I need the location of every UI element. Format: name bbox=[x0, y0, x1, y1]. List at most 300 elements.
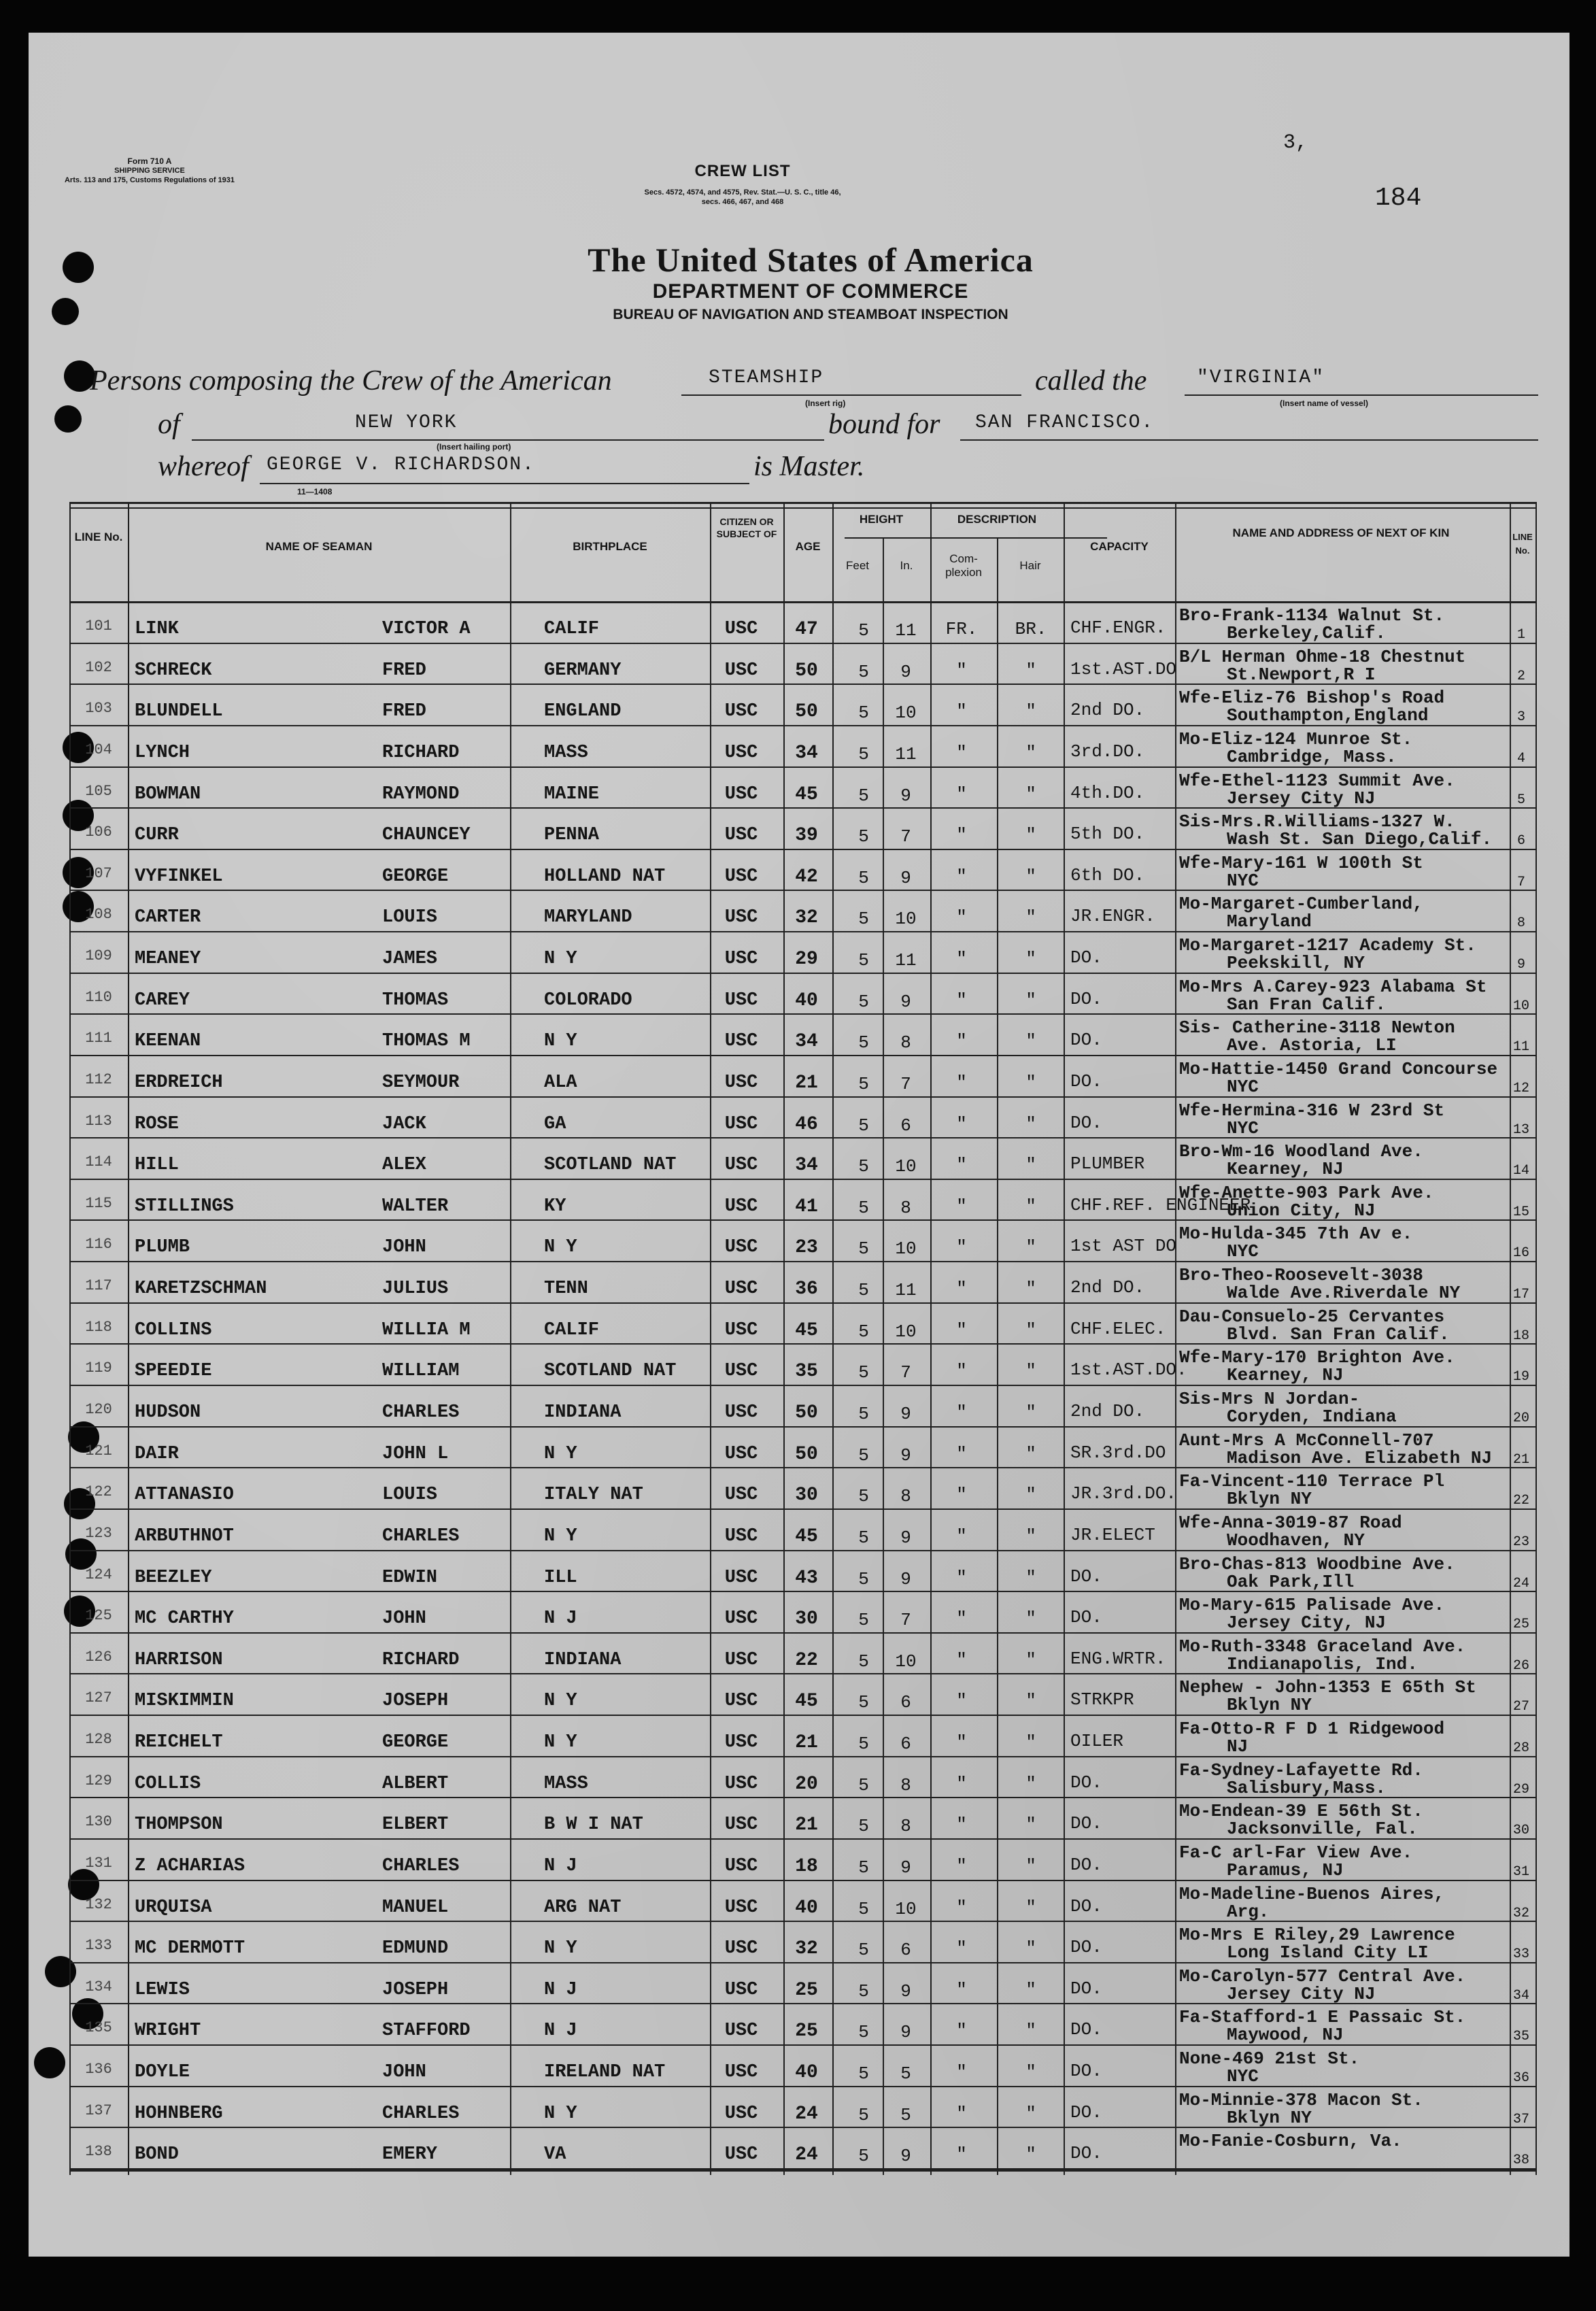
next-of-kin-line1: Mo-Hattie-1450 Grand Concourse bbox=[1179, 1058, 1498, 1079]
seaman-given-name: GEORGE bbox=[382, 1732, 449, 1753]
next-of-kin-line2: Ave. Astoria, LI bbox=[1227, 1035, 1397, 1056]
punch-hole bbox=[52, 298, 79, 325]
hair: " bbox=[1025, 742, 1036, 763]
line-number: 38 bbox=[1512, 2153, 1529, 2169]
height-feet: 5 bbox=[858, 1734, 869, 1755]
line-number: 15 bbox=[1512, 1204, 1529, 1220]
next-of-kin-line2: Union City, NJ bbox=[1227, 1200, 1376, 1221]
height-feet: 5 bbox=[858, 1032, 869, 1053]
next-of-kin-line2: Indianapolis, Ind. bbox=[1227, 1653, 1418, 1674]
complexion: " bbox=[956, 1319, 967, 1340]
capacity: 1st.AST.DO. bbox=[1070, 1360, 1187, 1381]
next-of-kin-line2: Bklyn NY bbox=[1227, 1695, 1312, 1716]
table-row bbox=[69, 1221, 1537, 1262]
capacity: DO. bbox=[1070, 2143, 1102, 2164]
seaman-given-name: FRED bbox=[382, 660, 426, 681]
citizenship: USC bbox=[724, 1691, 758, 1712]
age: 21 bbox=[795, 1072, 818, 1094]
birthplace: KY bbox=[544, 1196, 566, 1217]
birthplace: ENGLAND bbox=[544, 701, 622, 722]
complexion: " bbox=[956, 1815, 967, 1836]
age: 45 bbox=[795, 1319, 818, 1341]
height-feet: 5 bbox=[858, 1445, 869, 1466]
row-number: 119 bbox=[85, 1360, 112, 1377]
age: 24 bbox=[795, 2144, 818, 2166]
master-underline bbox=[260, 483, 749, 484]
table-row bbox=[69, 1015, 1537, 1056]
hair: " bbox=[1025, 2103, 1036, 2124]
next-of-kin-line2: Coryden, Indiana bbox=[1227, 1406, 1397, 1427]
department-name: DEPARTMENT OF COMMERCE bbox=[652, 280, 969, 303]
height-feet: 5 bbox=[858, 1940, 869, 1961]
capacity: 2nd DO. bbox=[1070, 1401, 1145, 1421]
seaman-given-name: JOSEPH bbox=[382, 1979, 449, 2000]
table-row bbox=[69, 1262, 1537, 1304]
height-inches: 11 bbox=[895, 743, 917, 764]
complexion: " bbox=[956, 783, 967, 805]
seaman-given-name: JULIUS bbox=[382, 1279, 449, 1300]
age: 40 bbox=[795, 2062, 818, 2084]
seaman-surname: WRIGHT bbox=[135, 2021, 201, 2042]
age: 50 bbox=[795, 701, 818, 723]
table-row bbox=[69, 1180, 1537, 1221]
capacity: CHF.REF. ENGINEER bbox=[1070, 1194, 1251, 1215]
hair: " bbox=[1025, 949, 1036, 970]
complexion: FR. bbox=[945, 619, 978, 639]
row-number: 102 bbox=[85, 658, 112, 676]
seaman-given-name: FRED bbox=[382, 701, 426, 722]
line-number: 9 bbox=[1516, 957, 1525, 973]
next-of-kin-line2: Walde Ave.Riverdale NY bbox=[1227, 1283, 1461, 1304]
header-capacity: CAPACITY bbox=[1090, 540, 1149, 553]
row-number: 117 bbox=[85, 1277, 112, 1295]
birthplace: N Y bbox=[544, 1443, 577, 1464]
hair: " bbox=[1025, 1691, 1036, 1712]
table-top-border bbox=[69, 502, 1537, 504]
next-of-kin-line1: Bro-Frank-1134 Walnut St. bbox=[1179, 605, 1445, 626]
row-number: 138 bbox=[85, 2143, 112, 2161]
citizenship: USC bbox=[724, 1773, 758, 1794]
hair: " bbox=[1025, 2021, 1036, 2042]
seaman-surname: DOYLE bbox=[135, 2062, 190, 2083]
line-number: 31 bbox=[1512, 1863, 1529, 1880]
height-inches: 11 bbox=[895, 1280, 917, 1301]
age: 43 bbox=[795, 1567, 818, 1589]
seaman-surname: COLLINS bbox=[135, 1319, 212, 1340]
citizenship: USC bbox=[724, 1237, 758, 1258]
row-number: 116 bbox=[85, 1236, 112, 1253]
height-inches: 6 bbox=[900, 1734, 911, 1755]
complexion: " bbox=[956, 1155, 967, 1176]
next-of-kin-line1: Mo-Ruth-3348 Graceland Ave. bbox=[1179, 1636, 1466, 1657]
next-of-kin-line2: Arg. bbox=[1227, 1901, 1270, 1922]
table-row bbox=[69, 2046, 1537, 2087]
complexion: " bbox=[956, 1608, 967, 1630]
seaman-given-name: EMERY bbox=[382, 2144, 438, 2165]
complexion: " bbox=[956, 1196, 967, 1217]
line-number: 19 bbox=[1512, 1369, 1529, 1385]
age: 25 bbox=[795, 1979, 818, 2001]
height-feet: 5 bbox=[858, 826, 869, 847]
hair: " bbox=[1025, 1279, 1036, 1300]
seaman-surname: HARRISON bbox=[135, 1649, 223, 1670]
seaman-given-name: JOHN bbox=[382, 2062, 426, 2083]
next-of-kin-line2: Salisbury,Mass. bbox=[1227, 1777, 1387, 1798]
capacity: DO. bbox=[1070, 1772, 1102, 1793]
next-of-kin-line1: Mo-Mrs E Riley,29 Lawrence bbox=[1179, 1925, 1455, 1946]
age: 50 bbox=[795, 1402, 818, 1423]
citizenship: USC bbox=[724, 1897, 758, 1918]
next-of-kin-line2: Kearney, NJ bbox=[1227, 1159, 1344, 1180]
next-of-kin-line1: Wfe-Anette-903 Park Ave. bbox=[1179, 1182, 1434, 1203]
line-number: 23 bbox=[1512, 1534, 1529, 1550]
birthplace: N Y bbox=[544, 1938, 577, 1959]
table-row bbox=[69, 1634, 1537, 1675]
seaman-surname: ARBUTHNOT bbox=[135, 1525, 234, 1547]
hair: " bbox=[1025, 1649, 1036, 1670]
seaman-given-name: ELBERT bbox=[382, 1815, 449, 1836]
seaman-surname: CARTER bbox=[135, 907, 201, 928]
hair: " bbox=[1025, 1608, 1036, 1630]
height-inches: 7 bbox=[900, 826, 911, 847]
seaman-given-name: RAYMOND bbox=[382, 783, 460, 805]
next-of-kin-line1: Wfe-Mary-161 W 100th St bbox=[1179, 852, 1423, 873]
next-of-kin-line1: Mo-Carolyn-577 Central Ave. bbox=[1179, 1966, 1466, 1987]
age: 42 bbox=[795, 866, 818, 888]
birthplace: ARG NAT bbox=[544, 1897, 622, 1918]
seaman-surname: LYNCH bbox=[135, 742, 190, 763]
citizenship: USC bbox=[724, 1649, 758, 1670]
citizenship: USC bbox=[724, 1979, 758, 2000]
line-number: 12 bbox=[1512, 1080, 1529, 1096]
birthplace: MASS bbox=[544, 742, 588, 763]
table-row bbox=[69, 1386, 1537, 1428]
row-number: 135 bbox=[85, 2019, 112, 2037]
height-feet: 5 bbox=[858, 2104, 869, 2125]
height-feet: 5 bbox=[858, 1816, 869, 1837]
capacity: DO. bbox=[1070, 1978, 1102, 1999]
seaman-given-name: CHARLES bbox=[382, 1402, 460, 1423]
row-number: 124 bbox=[85, 1566, 112, 1583]
next-of-kin-line1: Fa-Stafford-1 E Passaic St. bbox=[1179, 2007, 1466, 2028]
seaman-given-name: LOUIS bbox=[382, 1485, 438, 1506]
height-inches: 8 bbox=[900, 1774, 911, 1795]
table-row bbox=[69, 2004, 1537, 2046]
height-inches: 5 bbox=[900, 2104, 911, 2125]
height-feet: 5 bbox=[858, 2022, 869, 2043]
line-number: 24 bbox=[1512, 1575, 1529, 1591]
age: 45 bbox=[795, 1525, 818, 1547]
next-of-kin-line1: Mo-Margaret-Cumberland, bbox=[1179, 894, 1423, 915]
seaman-surname: HILL bbox=[135, 1155, 179, 1176]
capacity: 6th DO. bbox=[1070, 864, 1145, 885]
birthplace: N Y bbox=[544, 1031, 577, 1052]
age: 18 bbox=[795, 1855, 818, 1877]
row-number: 104 bbox=[85, 741, 112, 758]
line-number: 32 bbox=[1512, 1905, 1529, 1921]
complexion: " bbox=[956, 1113, 967, 1134]
birthplace: N J bbox=[544, 1608, 577, 1630]
next-of-kin-line1: Bro-Theo-Roosevelt-3038 bbox=[1179, 1265, 1423, 1286]
header-line-no-right: LINE No. bbox=[1512, 532, 1533, 556]
seaman-surname: Z ACHARIAS bbox=[135, 1855, 245, 1876]
bound-text: bound for bbox=[828, 409, 940, 440]
next-of-kin-line2: Paramus, NJ bbox=[1227, 1859, 1344, 1880]
table-row bbox=[69, 1592, 1537, 1634]
called-text: called the bbox=[1035, 365, 1147, 397]
next-of-kin-line1: Sis-Mrs.R.Williams-1327 W. bbox=[1179, 811, 1455, 832]
seaman-given-name: STAFFORD bbox=[382, 2021, 471, 2042]
citizenship: USC bbox=[724, 660, 758, 681]
age: 30 bbox=[795, 1485, 818, 1506]
capacity: SR.3rd.DO bbox=[1070, 1442, 1166, 1463]
age: 32 bbox=[795, 907, 818, 929]
height-inches: 7 bbox=[900, 1610, 911, 1631]
capacity: JR.3rd.DO. bbox=[1070, 1483, 1177, 1504]
birthplace: ALA bbox=[544, 1072, 577, 1093]
age: 35 bbox=[795, 1361, 818, 1383]
capacity: 1st.AST.DO bbox=[1070, 658, 1177, 679]
master-name: GEORGE V. RICHARDSON. bbox=[267, 454, 535, 475]
row-number: 114 bbox=[85, 1153, 112, 1171]
next-of-kin-line1: Mo-Minnie-378 Macon St. bbox=[1179, 2089, 1423, 2110]
row-number: 108 bbox=[85, 906, 112, 924]
height-feet: 5 bbox=[858, 1486, 869, 1507]
height-inches: 10 bbox=[895, 1898, 917, 1919]
height-feet: 5 bbox=[858, 703, 869, 724]
capacity: DO. bbox=[1070, 1895, 1102, 1917]
line-number: 17 bbox=[1512, 1287, 1529, 1303]
height-feet: 5 bbox=[858, 785, 869, 806]
hair: " bbox=[1025, 990, 1036, 1011]
next-of-kin-line1: Bro-Chas-813 Woodbine Ave. bbox=[1179, 1553, 1455, 1574]
row-number: 121 bbox=[85, 1442, 112, 1460]
seaman-surname: DAIR bbox=[135, 1443, 179, 1464]
seaman-surname: STILLINGS bbox=[135, 1196, 234, 1217]
next-of-kin-line2: Cambridge, Mass. bbox=[1227, 746, 1397, 767]
row-divider bbox=[69, 2168, 1537, 2170]
complexion: " bbox=[956, 949, 967, 970]
height-feet: 5 bbox=[858, 1404, 869, 1424]
line-number: 37 bbox=[1512, 2111, 1529, 2127]
next-of-kin-line2: Woodhaven, NY bbox=[1227, 1530, 1365, 1551]
seaman-surname: MC DERMOTT bbox=[135, 1938, 245, 1959]
line-number: 16 bbox=[1512, 1245, 1529, 1262]
height-feet: 5 bbox=[858, 1692, 869, 1713]
seaman-given-name: RICHARD bbox=[382, 1649, 460, 1670]
row-number: 109 bbox=[85, 947, 112, 965]
height-inches: 7 bbox=[900, 1073, 911, 1094]
citizenship: USC bbox=[724, 1608, 758, 1630]
row-number: 103 bbox=[85, 700, 112, 718]
next-of-kin-line1: Sis- Catherine-3118 Newton bbox=[1179, 1017, 1455, 1039]
punch-hole bbox=[54, 405, 82, 433]
age: 45 bbox=[795, 1691, 818, 1713]
capacity: JR.ELECT bbox=[1070, 1524, 1155, 1545]
citizenship: USC bbox=[724, 1361, 758, 1382]
birthplace: SCOTLAND NAT bbox=[544, 1361, 677, 1382]
hair: " bbox=[1025, 1237, 1036, 1258]
vessel-hint: (Insert name of vessel) bbox=[1280, 399, 1369, 408]
next-of-kin-line2: Bklyn NY bbox=[1227, 1489, 1312, 1510]
header-birthplace: BIRTHPLACE bbox=[573, 540, 647, 553]
capacity: PLUMBER bbox=[1070, 1153, 1145, 1175]
birthplace: GA bbox=[544, 1113, 566, 1134]
hair: " bbox=[1025, 1196, 1036, 1217]
row-number: 133 bbox=[85, 1937, 112, 1955]
row-number: 132 bbox=[85, 1895, 112, 1913]
row-number: 122 bbox=[85, 1483, 112, 1501]
table-row bbox=[69, 2087, 1537, 2129]
destination-underline bbox=[960, 439, 1538, 441]
master-text: is Master. bbox=[753, 451, 865, 482]
row-number: 111 bbox=[85, 1030, 112, 1047]
next-of-kin-line1: Nephew - John-1353 E 65th St bbox=[1179, 1677, 1476, 1698]
capacity: DO. bbox=[1070, 1937, 1102, 1958]
line-number: 36 bbox=[1512, 2070, 1529, 2087]
table-row bbox=[69, 1840, 1537, 1881]
birthplace: VA bbox=[544, 2144, 566, 2165]
document-page bbox=[29, 33, 1569, 2257]
seaman-surname: SPEEDIE bbox=[135, 1361, 212, 1382]
height-inches: 9 bbox=[900, 1445, 911, 1466]
complexion: " bbox=[956, 1072, 967, 1093]
height-inches: 11 bbox=[895, 950, 917, 971]
line-number: 11 bbox=[1512, 1039, 1529, 1056]
birthplace: B W I NAT bbox=[544, 1815, 643, 1836]
seaman-surname: MC CARTHY bbox=[135, 1608, 234, 1630]
citizenship: USC bbox=[724, 783, 758, 805]
table-row bbox=[69, 1963, 1537, 2005]
birthplace: N Y bbox=[544, 1732, 577, 1753]
seaman-given-name: SEYMOUR bbox=[382, 1072, 460, 1093]
capacity: 1st AST DO bbox=[1070, 1236, 1177, 1257]
birthplace: MASS bbox=[544, 1773, 588, 1794]
destination-value: SAN FRANCISCO. bbox=[975, 412, 1155, 433]
row-number: 112 bbox=[85, 1070, 112, 1088]
capacity: DO. bbox=[1070, 1813, 1102, 1834]
next-of-kin-line1: Mo-Mrs A.Carey-923 Alabama St bbox=[1179, 976, 1487, 997]
port-underline bbox=[192, 439, 824, 441]
age: 45 bbox=[795, 783, 818, 805]
next-of-kin-line1: Aunt-Mrs A McConnell-707 bbox=[1179, 1430, 1434, 1451]
height-inches: 10 bbox=[895, 1651, 917, 1672]
height-inches: 7 bbox=[900, 1362, 911, 1383]
header-next-of-kin: NAME AND ADDRESS OF NEXT OF KIN bbox=[1232, 526, 1450, 539]
line-number: 5 bbox=[1516, 792, 1525, 808]
line-number: 25 bbox=[1512, 1617, 1529, 1633]
complexion: " bbox=[956, 1567, 967, 1588]
hair: " bbox=[1025, 1732, 1036, 1753]
citizenship: USC bbox=[724, 1567, 758, 1588]
hair: " bbox=[1025, 1402, 1036, 1423]
seaman-given-name: VICTOR A bbox=[382, 619, 471, 639]
complexion: " bbox=[956, 1938, 967, 1959]
seaman-given-name: CHAUNCEY bbox=[382, 825, 471, 846]
birthplace: N J bbox=[544, 1855, 577, 1876]
age: 36 bbox=[795, 1279, 818, 1300]
complexion: " bbox=[956, 660, 967, 681]
row-number: 126 bbox=[85, 1648, 112, 1666]
form-info bbox=[54, 156, 245, 185]
header-height: HEIGHT bbox=[859, 513, 904, 526]
height-feet: 5 bbox=[858, 991, 869, 1012]
height-inches: 9 bbox=[900, 1527, 911, 1548]
table-row bbox=[69, 2128, 1537, 2170]
next-of-kin-line1: Wfe-Ethel-1123 Summit Ave. bbox=[1179, 770, 1455, 791]
table-row bbox=[69, 644, 1537, 686]
next-of-kin-line1: Wfe-Mary-170 Brighton Ave. bbox=[1179, 1347, 1455, 1368]
crew-list-title: CREW LIST bbox=[694, 162, 791, 180]
line-number: 30 bbox=[1512, 1823, 1529, 1839]
line-number: 14 bbox=[1512, 1163, 1529, 1179]
age: 41 bbox=[795, 1196, 818, 1217]
citizenship: USC bbox=[724, 1525, 758, 1547]
height-inches: 9 bbox=[900, 1404, 911, 1424]
seaman-surname: VYFINKEL bbox=[135, 866, 223, 887]
complexion: " bbox=[956, 1773, 967, 1794]
table-row bbox=[69, 1757, 1537, 1799]
next-of-kin-line2: NYC bbox=[1227, 870, 1259, 891]
seaman-given-name: JOHN L bbox=[382, 1443, 449, 1464]
citizenship: USC bbox=[724, 1072, 758, 1093]
height-feet: 5 bbox=[858, 867, 869, 888]
capacity: 2nd DO. bbox=[1070, 700, 1145, 721]
age: 20 bbox=[795, 1773, 818, 1795]
row-number: 110 bbox=[85, 988, 112, 1006]
seaman-surname: BOND bbox=[135, 2144, 179, 2165]
citizenship: USC bbox=[724, 1732, 758, 1753]
hair: " bbox=[1025, 1855, 1036, 1876]
height-feet: 5 bbox=[858, 1238, 869, 1260]
line-number: 33 bbox=[1512, 1946, 1529, 1963]
next-of-kin-line1: Dau-Consuelo-25 Cervantes bbox=[1179, 1306, 1445, 1327]
age: 34 bbox=[795, 742, 818, 764]
table-row bbox=[69, 1798, 1537, 1840]
age: 25 bbox=[795, 2021, 818, 2042]
next-of-kin-line1: Mo-Mary-615 Palisade Ave. bbox=[1179, 1595, 1445, 1616]
height-feet: 5 bbox=[858, 1857, 869, 1878]
line-number: 26 bbox=[1512, 1657, 1529, 1674]
next-of-kin-line1: Mo-Hulda-345 7th Av e. bbox=[1179, 1224, 1413, 1245]
header-name: NAME OF SEAMAN bbox=[265, 540, 373, 553]
line-number: 29 bbox=[1512, 1781, 1529, 1798]
line-number: 4 bbox=[1516, 750, 1525, 766]
next-of-kin-line1: None-469 21st St. bbox=[1179, 2048, 1360, 2070]
next-of-kin-line1: Sis-Mrs N Jordan- bbox=[1179, 1389, 1360, 1409]
next-of-kin-line2: Southampton,England bbox=[1227, 705, 1429, 726]
row-number: 125 bbox=[85, 1607, 112, 1625]
complexion: " bbox=[956, 2062, 967, 2083]
of-text: of bbox=[158, 409, 180, 440]
hair: " bbox=[1025, 1155, 1036, 1176]
whereof-text: whereof bbox=[158, 451, 249, 482]
next-of-kin-line2: Blvd. San Fran Calif. bbox=[1227, 1323, 1450, 1345]
complexion: " bbox=[956, 866, 967, 887]
rig-value: STEAMSHIP bbox=[709, 367, 824, 388]
hair: " bbox=[1025, 783, 1036, 805]
height-feet: 5 bbox=[858, 1073, 869, 1094]
seaman-surname: LINK bbox=[135, 619, 179, 639]
next-of-kin-line1: Fa-Otto-R F D 1 Ridgewood bbox=[1179, 1719, 1445, 1740]
document-title: The United States of America bbox=[588, 241, 1034, 279]
seaman-given-name: JAMES bbox=[382, 949, 438, 970]
next-of-kin-line2: St.Newport,R I bbox=[1227, 664, 1376, 685]
age: 40 bbox=[795, 990, 818, 1011]
crew-table bbox=[69, 502, 1537, 2175]
birthplace: N J bbox=[544, 1979, 577, 2000]
table-row bbox=[69, 768, 1537, 809]
